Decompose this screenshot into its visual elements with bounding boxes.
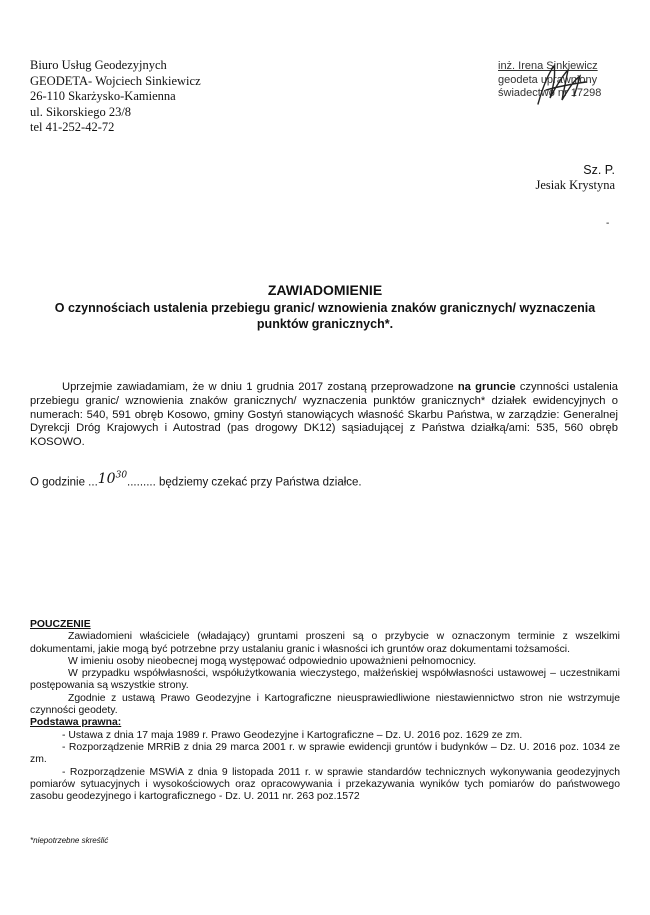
stamp-title: geodeta uprawniony	[498, 73, 598, 86]
recipient-salutation: Sz. P.	[583, 163, 615, 177]
signature-icon	[520, 60, 600, 112]
notice-paragraph	[30, 381, 618, 450]
hour-minutes: 30	[115, 470, 128, 480]
instructions-p1: Zawiadomieni właściciele (władający) gruntami proszeni są o przybycie w oznaczonym terminie z wszelkimi dokumentami, jakie mogą być potrzebne przy ustalaniu granic i własności ich gruntów oraz dokumentami tożsamości.	[30, 631, 620, 655]
notice-text-part1: Uprzejmie zawiadamiam, że w dniu 1 grudnia 2017 zostaną przeprowadzone	[62, 381, 458, 393]
footnote: *niepotrzebne skreślić	[30, 836, 109, 845]
instructions-p3: W przypadku współwłasności, współużytkowania wieczystego, małżeńskiej współwłasności ustawowej – uczestnikami postępowania są wszystkie strony.	[30, 668, 620, 692]
stamp-name: inż. Irena Sinkiewicz	[498, 60, 598, 72]
sender-name: GEODETA- Wojciech Sinkiewicz	[30, 73, 201, 88]
legal-basis-list	[30, 730, 620, 804]
dash-mark: -	[606, 218, 610, 229]
notice-body	[30, 381, 618, 450]
meeting-hour	[30, 470, 362, 490]
legal-basis-item: - Ustawa z dnia 17 maja 1989 r. Prawo Geodezyjne i Kartograficzne – Dz. U. 2016 poz. 1629 ze zm.	[62, 729, 523, 741]
legal-basis-heading: Podstawa prawna:	[30, 717, 122, 729]
hour-prefix: O godzinie ...	[30, 476, 98, 489]
recipient-name: Jesiak Krystyna	[535, 178, 615, 192]
instructions-p4: Zgodnie z ustawą Prawo Geodezyjne i Kartograficzne nieusprawiedliwione niestawiennictwo stron nie wstrzymuje czynności geodety.	[30, 692, 620, 717]
surveyor-stamp	[490, 60, 615, 112]
hour-suffix: będziemy czekać przy Państwa działce.	[155, 476, 362, 489]
hour-handwritten	[98, 471, 127, 487]
hour-dots: .........	[127, 476, 156, 489]
sender-company: Biuro Usług Geodezyjnych	[30, 58, 167, 72]
notice-text-bold: na gruncie	[457, 381, 516, 393]
sender-phone: tel 41-252-42-72	[30, 120, 115, 134]
hour-value: 10	[97, 470, 116, 487]
legal-basis-item: - Rozporządzenie MSWiA z dnia 9 listopada 2011 r. w sprawie standardów technicznych wykonywania geodezyjnych pomiarów sytuacyjnych i wysokościowych oraz opracowywania i przekazywania wyników tych pomiarów do państwowego zasobu geodezyjnego i kartograficznego - Dz. U. 2011 nr. 263 poz.1572	[30, 766, 620, 803]
notice-text-part2: czynności ustalenia przebiegu granic/ wznowienia znaków granicznych/ wyznaczenia punktów granicznych* działek ewidencyjnych o numerach: 540, 591 obręb Kosowo, gminy Gostyń stanowiących własność Skarbu Państwa, w zarządzie: Generalnej Dyrekcji Dróg Krajowych i Autostrad (pas drogowy DK12) sąsiadującej z Państwa działką/ami: 535, 560 obręb KOSOWO.	[30, 381, 618, 449]
page-title: ZAWIADOMIENIE	[267, 282, 383, 298]
recipient	[470, 163, 615, 193]
legal-basis-item: - Rozporządzenie MRRiB z dnia 29 marca 2001 r. w sprawie ewidencji gruntów i budynków – Dz. U. 2016 poz. 1034 ze zm.	[30, 741, 620, 766]
page-subtitle: O czynnościach ustalenia przebiegu granic/ wznowienia znaków granicznych/ wyznaczenia punktów granicznych*.	[54, 301, 596, 331]
sender-city: 26-110 Skarżysko-Kamienna	[30, 89, 176, 103]
instructions-p2: W imieniu osoby nieobecnej mogą występować odpowiednio upoważnieni pełnomocnicy.	[68, 655, 477, 667]
sender-address	[30, 58, 201, 136]
sender-street: ul. Sikorskiego 23/8	[30, 104, 132, 119]
instructions-section	[30, 619, 620, 803]
instructions-heading: POUCZENIE	[30, 619, 91, 630]
stamp-certificate: świadectwo nr 17298	[498, 87, 602, 99]
